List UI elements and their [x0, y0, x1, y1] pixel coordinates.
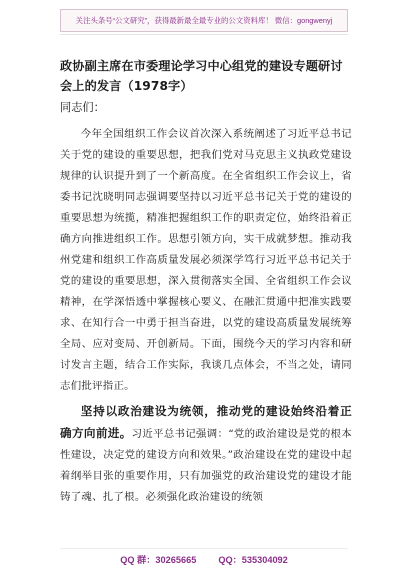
header-promo-text: 关注头条号“公文研究”，获得最新最全最专业的公文资料库！ 微信：gongwenyj	[75, 16, 333, 25]
footer-qq: QQ：535304092	[218, 555, 288, 565]
paragraph-2	[60, 401, 352, 508]
document-body	[60, 56, 352, 508]
footer-divider	[60, 548, 348, 549]
document-title: 政协副主席在市委理论学习中心组党的建设专题研讨会上的发言（1978字）	[60, 59, 343, 93]
header-divider	[60, 34, 348, 35]
greeting: 同志们：	[60, 101, 105, 114]
footer-qq-group: QQ 群：30265665	[120, 555, 197, 565]
footer-contacts	[60, 552, 348, 566]
paragraph-2-text: 习近平总书记强调：“党的政治建设是党的根本性建设，决定党的建设方向和效果。”政治建设在党的建设中起着纲举目张的重要作用，只有加强党的政治建设党的建设才能铸了魂、扎了根。必须强化政治建设的统领	[60, 428, 352, 503]
paragraph-2-heading: 坚持以政治建设为统领，推动党的建设始终沿着正确方向前进。	[60, 404, 352, 440]
paragraph-1: 今年全国组织工作会议首次深入系统阐述了习近平总书记关于党的建设的重要思想，把我们党对马克思主义执政党建设规律的认识提升到了一个新高度。在全省组织工作会议上，省委书记沈晓明同志强调要坚持以习近平总书记关于党的建设的重要思想为统揽，精准把握组织工作的职责定位，始终沿着正确方向推进组织工作。思想引领方向，实干成就梦想。推动我州党建和组织工作高质量发展必须深学笃行习近平总书记关于党的建设的重要思想，深入贯彻落实全国、全省组织工作会议精神，在学深悟透中掌握核心要义、在融汇贯通中把准实践要求、在知行合一中勇于担当奋进，以党的建设高质量发展统筹全局、应对变局、开创新局。下面，围绕今天的学习内容和研讨发言主题，结合工作实际，我谈几点体会，不当之处，请同志们批评指正。	[60, 128, 352, 392]
header-promo-banner	[60, 9, 348, 32]
